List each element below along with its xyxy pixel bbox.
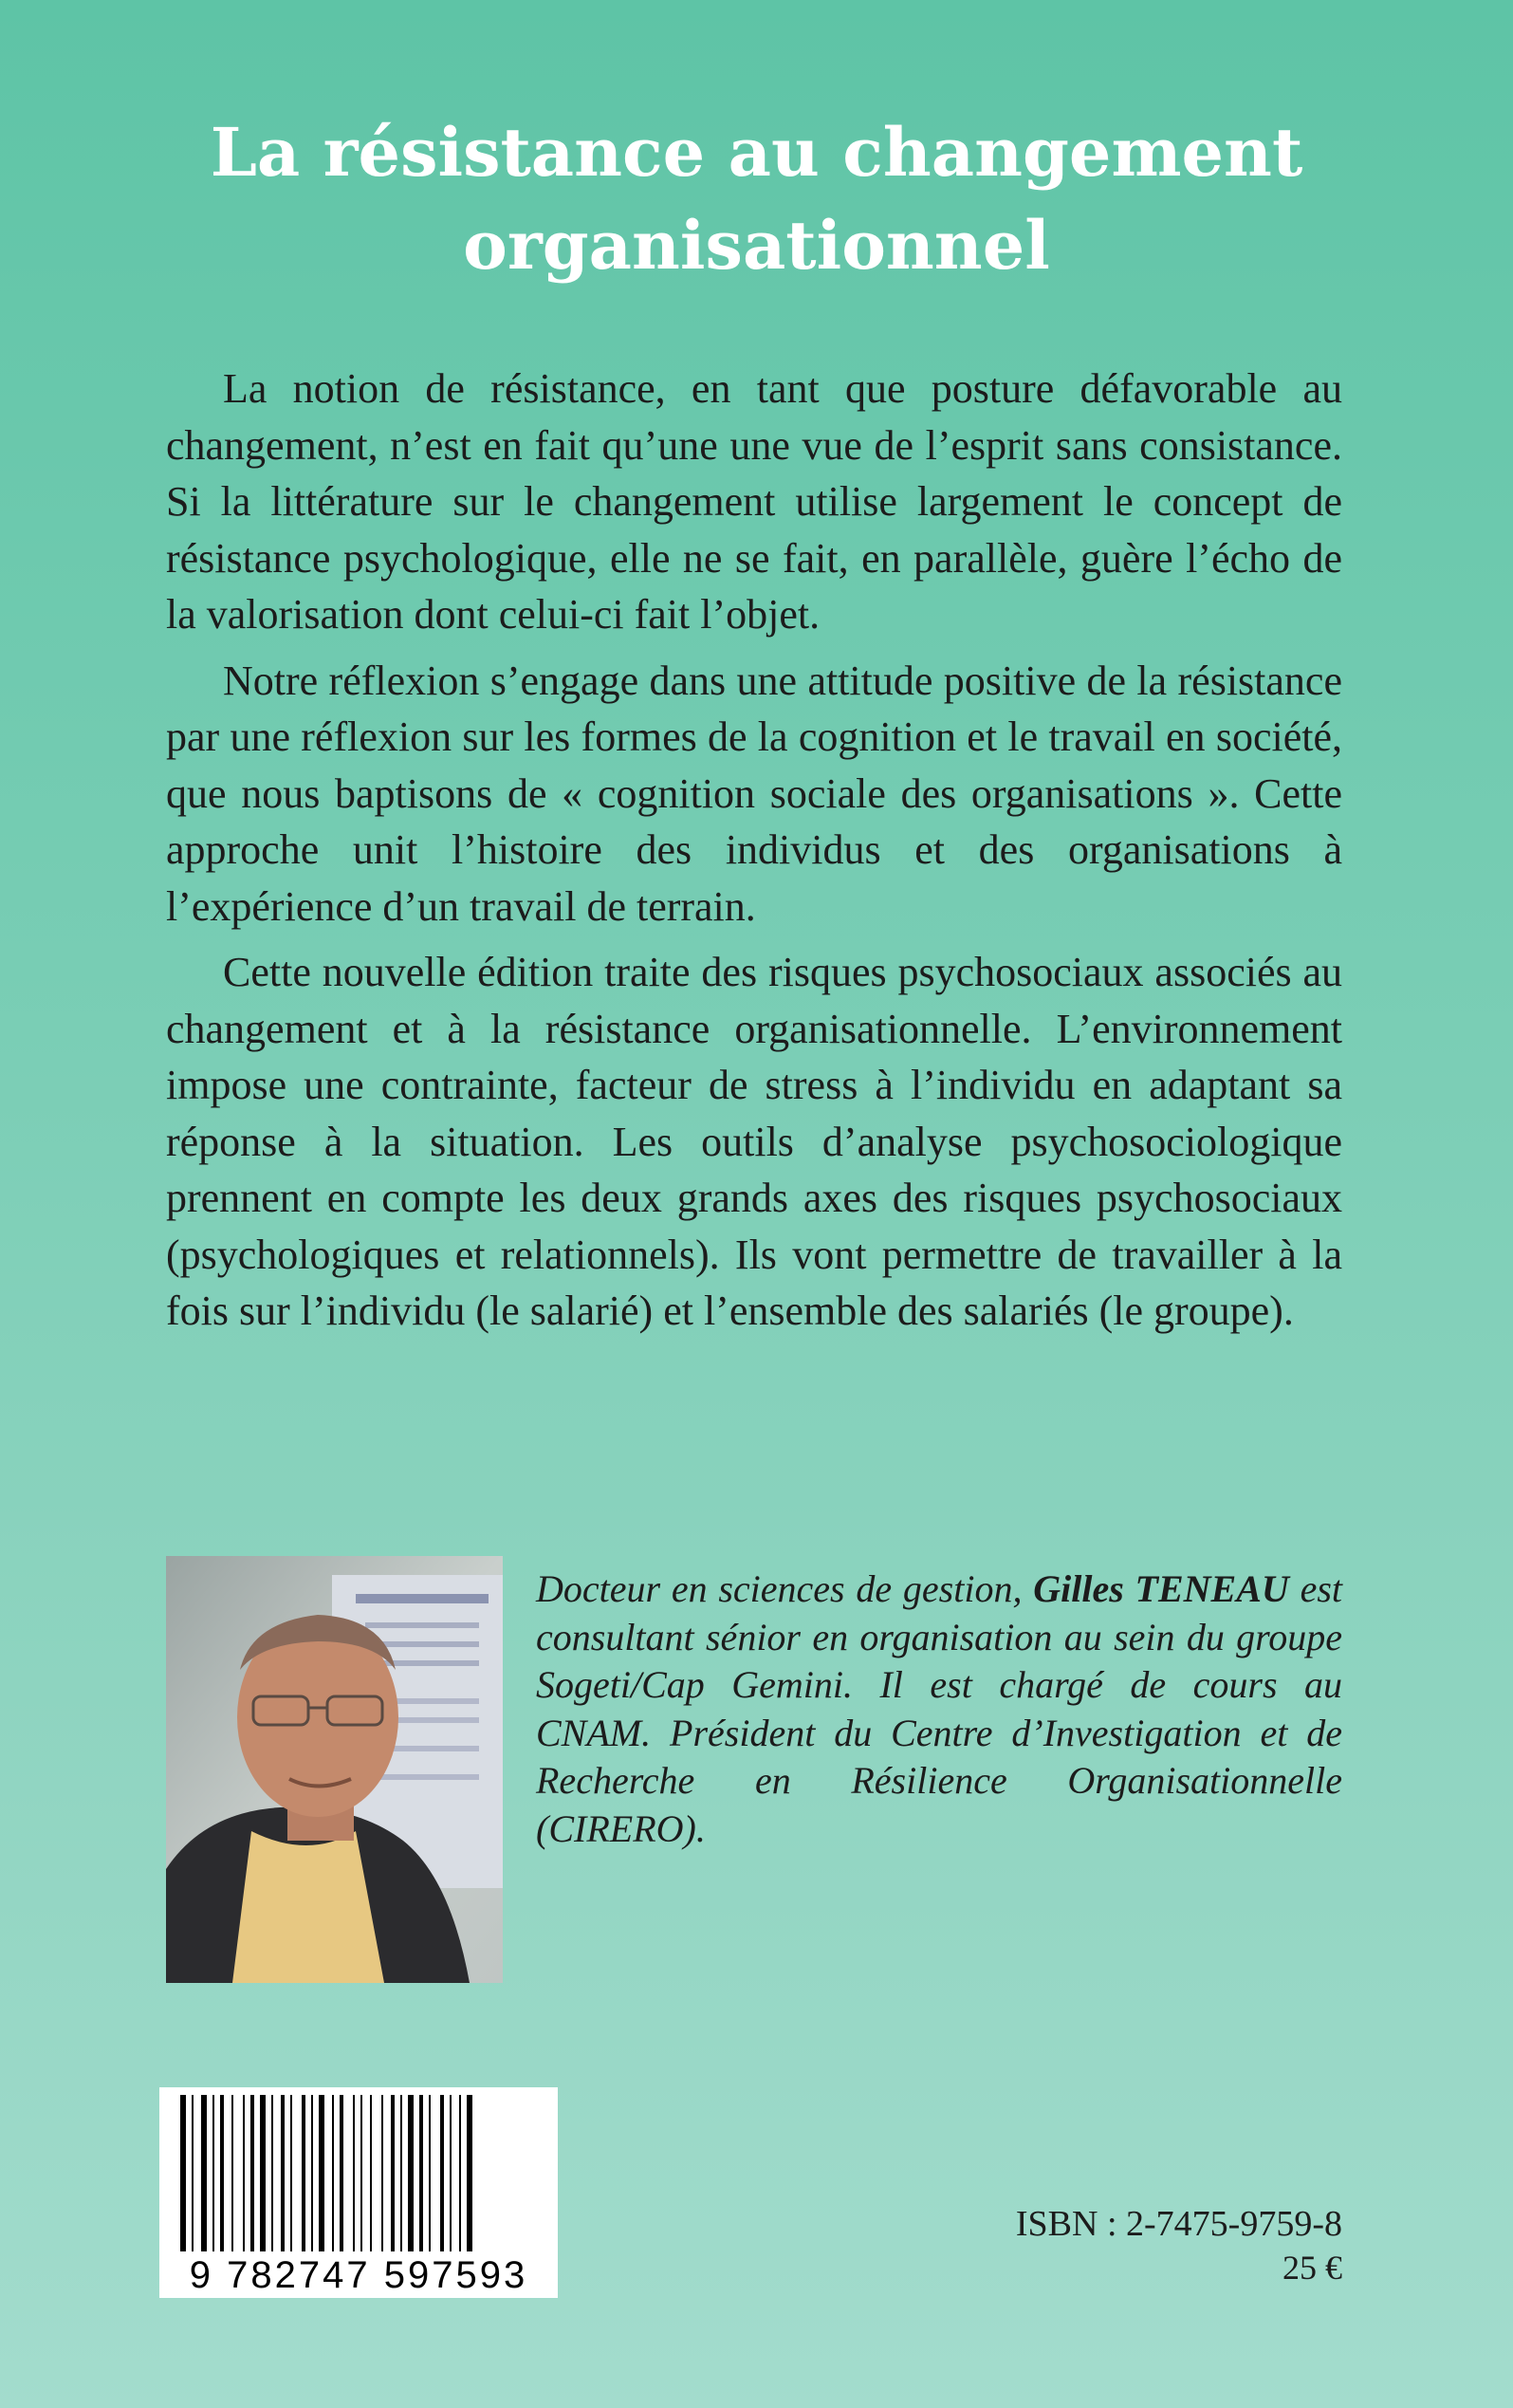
author-photo	[166, 1556, 503, 1983]
author-name: Gilles TENEAU	[1033, 1567, 1289, 1610]
blurb-paragraph-2: Notre réflexion s’engage dans une attitude positive de la résistance par une réflexion sur les formes de la cognition et le travail en société, que nous baptisons de « cognition sociale des organisations ». Cette approche unit l’histoire des individus et des organisations à l’expérience d’un travail de terrain.	[166, 657, 1342, 930]
barcode-bar	[400, 2095, 402, 2251]
barcode-bar	[419, 2095, 423, 2251]
barcode-bar	[212, 2095, 214, 2251]
barcode-bar	[243, 2095, 245, 2251]
author-portrait-image	[166, 1556, 503, 1983]
barcode-bar	[302, 2095, 305, 2251]
barcode-bar	[440, 2095, 444, 2251]
barcode-bar	[340, 2095, 343, 2251]
barcode-bar	[192, 2095, 194, 2251]
barcode-digits: 9 782747 597593	[189, 2254, 528, 2296]
barcode-bar	[459, 2095, 461, 2251]
title-line-2: organisationnel	[463, 206, 1050, 285]
barcode-bar	[353, 2095, 355, 2251]
barcode-bar	[467, 2095, 472, 2251]
author-bio-details: est consultant sénior en organisation au sein du groupe Sogeti/Cap Gemini. Il est chargé de cours au CNAM. Président du Centre d’Investigation et de Recherche en Résilience Organisationnelle (CIRERO).	[536, 1567, 1342, 1850]
author-bio-intro: Docteur en sciences de gestion,	[536, 1567, 1034, 1610]
barcode-bar	[250, 2095, 254, 2251]
blurb-paragraph-1: La notion de résistance, en tant que posture défavorable au changement, n’est en fait qu’une une vue de l’esprit sans consistance. Si la littérature sur le changement utilise largement le concept de résistance psychologique, elle ne se fait, en parallèle, guère l’écho de la valorisation dont celui-ci fait l’objet.	[166, 365, 1342, 638]
price: 25 €	[1282, 2249, 1342, 2287]
barcode-bar	[319, 2095, 324, 2251]
barcode-bar	[370, 2095, 372, 2251]
barcode-bar	[231, 2095, 233, 2251]
book-title	[0, 106, 1513, 292]
author-bio	[536, 1565, 1342, 1853]
barcode-bar	[201, 2095, 207, 2251]
barcode-bar	[408, 2095, 414, 2251]
barcode-bar	[450, 2095, 452, 2251]
barcode-bar	[332, 2095, 334, 2251]
barcode-bar	[260, 2095, 266, 2251]
barcode-bar	[220, 2095, 224, 2251]
barcode-bar	[391, 2095, 395, 2251]
barcode	[159, 2087, 558, 2298]
title-line-1: La résistance au changement	[210, 113, 1303, 192]
back-cover-blurb	[166, 361, 1342, 1340]
barcode-bar	[281, 2095, 285, 2251]
barcode-bar	[311, 2095, 313, 2251]
barcode-bar	[429, 2095, 431, 2251]
barcode-bar	[360, 2095, 362, 2251]
barcode-bar	[180, 2095, 186, 2251]
blurb-paragraph-3: Cette nouvelle édition traite des risques psychosociaux associés au changement et à la résistance organisationnelle. L’environnement impose une contrainte, facteur de stress à l’individu en adaptant sa réponse à la situation. Les outils d’analyse psychosociologique prennent en compte les deux grands axes des risques psychosociaux (psychologiques et relationnels). Ils vont permettre de travailler à la fois sur l’individu (le salarié) et l’ensemble des salariés (le groupe).	[166, 949, 1342, 1334]
isbn: ISBN : 2-7475-9759-8	[1015, 2204, 1342, 2244]
barcode-bar	[381, 2095, 383, 2251]
barcode-bar	[271, 2095, 273, 2251]
barcode-bar	[290, 2095, 292, 2251]
